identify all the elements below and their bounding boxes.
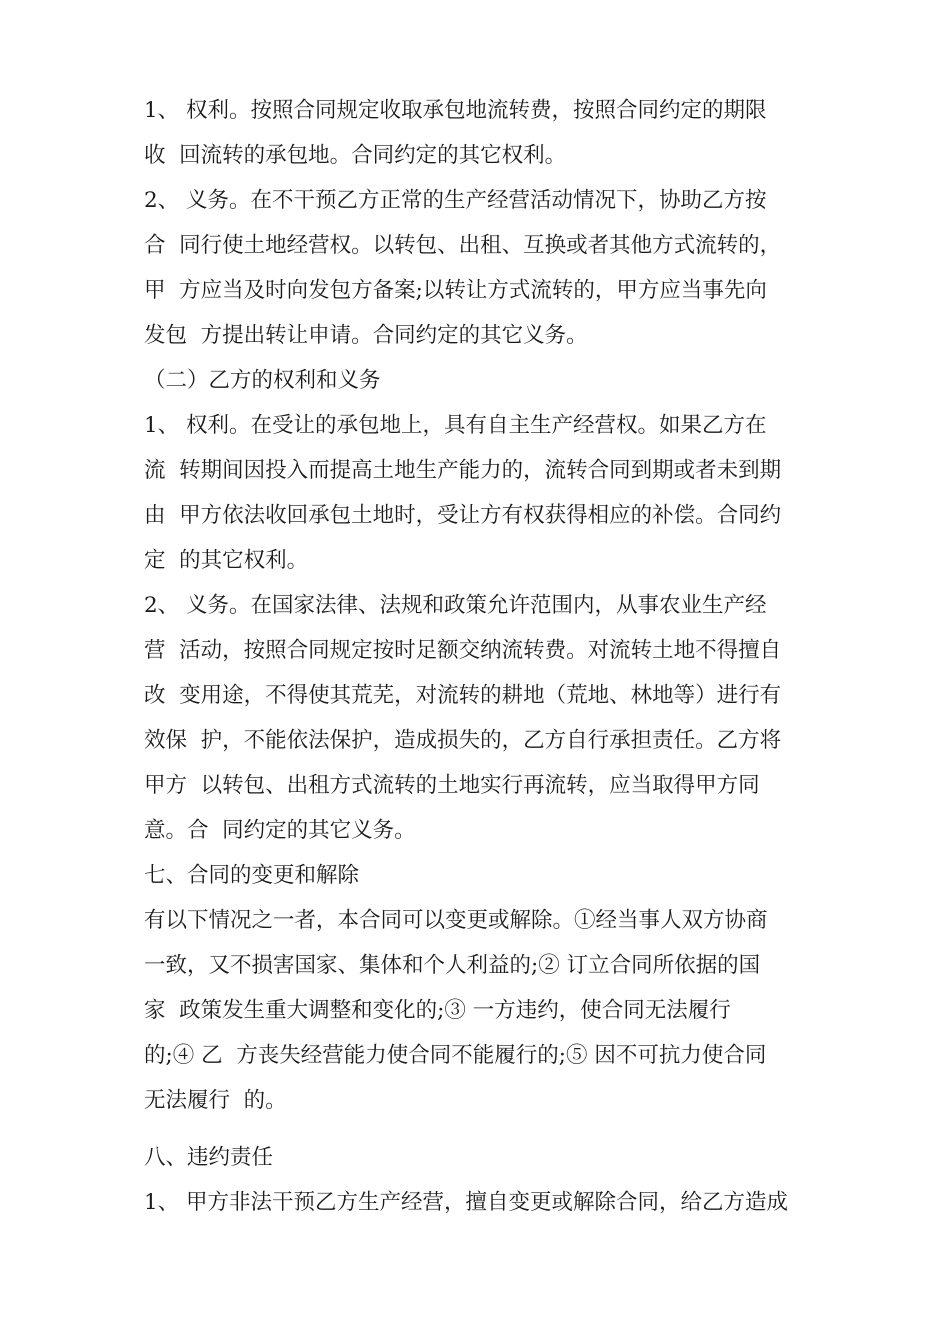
text-line: 有以下情况之一者，本合同可以变更或解除。①经当事人双方协商: [144, 908, 768, 933]
section-heading: 八、违约责任: [144, 1145, 274, 1170]
section-heading: 七、合同的变更和解除: [144, 863, 360, 888]
text-line: 的;④ 乙 方丧失经营能力使合同不能履行的;⑤ 因不可抗力使合同: [144, 1043, 767, 1068]
text-line: 合 同行使土地经营权。以转包、出租、互换或者其他方式流转的，: [144, 233, 782, 258]
text-line: 发包 方提出转让申请。合同约定的其它义务。: [144, 323, 588, 348]
text-line: 无法履行 的。: [144, 1088, 287, 1113]
section-heading: （二）乙方的权利和义务: [144, 368, 381, 393]
text-line: 家 政策发生重大调整和变化的;③ 一方违约，使合同无法履行: [144, 998, 731, 1023]
document-page: [144, 88, 824, 1225]
text-line: 甲方 以转包、出租方式流转的土地实行再流转，应当取得甲方同: [144, 773, 760, 798]
text-line: 2、 义务。在不干预乙方正常的生产经营活动情况下，协助乙方按: [144, 188, 767, 213]
text-line: 1、 权利。按照合同规定收取承包地流转费，按照合同约定的期限: [144, 98, 767, 123]
text-line: 1、 权利。在受让的承包地上，具有自主生产经营权。如果乙方在: [144, 413, 767, 438]
paragraph-gap: [144, 1123, 824, 1135]
text-line: 效保 护，不能依法保护，造成损失的，乙方自行承担责任。乙方将: [144, 728, 782, 753]
text-line: 2、 义务。在国家法律、法规和政策允许范围内，从事农业生产经: [144, 593, 767, 618]
text-line: 改 变用途，不得使其荒芜，对流转的耕地（荒地、林地等）进行有: [144, 683, 782, 708]
text-line: 一致，又不损害国家、集体和个人利益的;② 订立合同所依据的国: [144, 953, 761, 978]
text-line: 收 回流转的承包地。合同约定的其它权利。: [144, 143, 567, 168]
text-line: 定 的其它权利。: [144, 548, 309, 573]
text-line: 由 甲方依法收回承包土地时，受让方有权获得相应的补偿。合同约: [144, 503, 782, 528]
text-line: 意。合 同约定的其它义务。: [144, 818, 416, 843]
text-line: 流 转期间因投入而提高土地生产能力的，流转合同到期或者未到期: [144, 458, 782, 483]
text-line: 营 活动，按照合同规定按时足额交纳流转费。对流转土地不得擅自: [144, 638, 782, 663]
text-line: 1、 甲方非法干预乙方生产经营，擅自变更或解除合同，给乙方造成: [144, 1190, 789, 1215]
text-line: 甲 方应当及时向发包方备案;以转让方式流转的，甲方应当事先向: [144, 278, 767, 303]
